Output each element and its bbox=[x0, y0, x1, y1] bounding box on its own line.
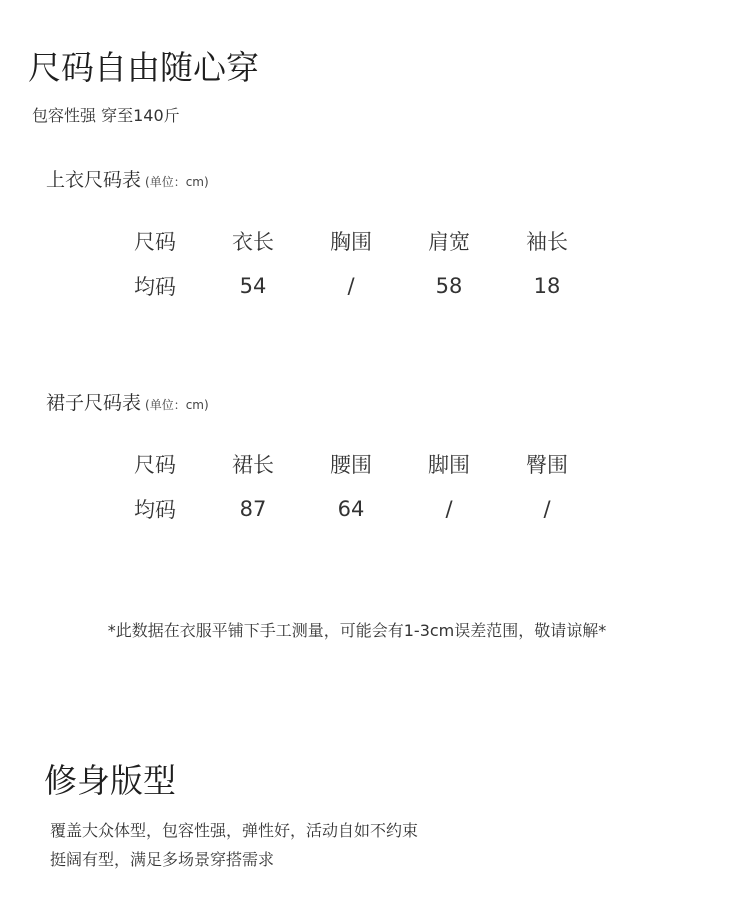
table-header-cell: 尺码 bbox=[134, 452, 176, 477]
table-cell: 均码 bbox=[134, 497, 176, 522]
skirt-chart-unit: (单位：cm) bbox=[145, 398, 209, 412]
table-cell: / bbox=[347, 273, 355, 298]
top-chart-unit: (单位：cm) bbox=[145, 175, 209, 189]
table-cell: 54 bbox=[239, 273, 267, 298]
table-header-cell: 裙长 bbox=[232, 452, 274, 477]
table-cell: 58 bbox=[435, 273, 463, 298]
top-size-chart-title bbox=[46, 166, 209, 196]
table-header-row bbox=[106, 218, 596, 263]
skirt-size-table bbox=[106, 441, 596, 531]
table-cell: 64 bbox=[337, 496, 365, 521]
table-header-cell: 腰围 bbox=[330, 452, 372, 477]
table-header-cell: 脚围 bbox=[428, 452, 470, 477]
table-header-cell: 臀围 bbox=[526, 452, 568, 477]
table-header-cell: 袖长 bbox=[526, 229, 568, 254]
measurement-note: *此数据在衣服平铺下手工测量，可能会有1-3cm误差范围，敬请谅解* bbox=[107, 621, 607, 640]
table-row bbox=[106, 486, 596, 531]
table-header-cell: 肩宽 bbox=[428, 229, 470, 254]
table-header-row bbox=[106, 441, 596, 486]
table-cell: 均码 bbox=[134, 274, 176, 299]
table-row bbox=[106, 263, 596, 308]
fit-section-title: 修身版型 bbox=[44, 761, 176, 800]
skirt-chart-title-text: 裙子尺码表 bbox=[46, 392, 142, 414]
top-size-table bbox=[106, 218, 596, 308]
table-cell: / bbox=[445, 496, 453, 521]
page-title: 尺码自由随心穿 bbox=[28, 48, 259, 87]
table-header-cell: 尺码 bbox=[134, 229, 176, 254]
table-header-cell: 胸围 bbox=[330, 229, 372, 254]
fit-description-line-1: 覆盖大众体型，包容性强，弹性好，活动自如不约束 bbox=[50, 821, 419, 840]
table-cell: 18 bbox=[533, 273, 561, 298]
page-subtitle: 包容性强 穿至140斤 bbox=[32, 106, 180, 125]
skirt-size-chart-title bbox=[46, 389, 209, 419]
table-cell: 87 bbox=[239, 496, 267, 521]
fit-description-line-2: 挺阔有型，满足多场景穿搭需求 bbox=[50, 850, 275, 869]
top-chart-title-text: 上衣尺码表 bbox=[46, 169, 142, 191]
table-cell: / bbox=[543, 496, 551, 521]
table-header-cell: 衣长 bbox=[232, 229, 274, 254]
